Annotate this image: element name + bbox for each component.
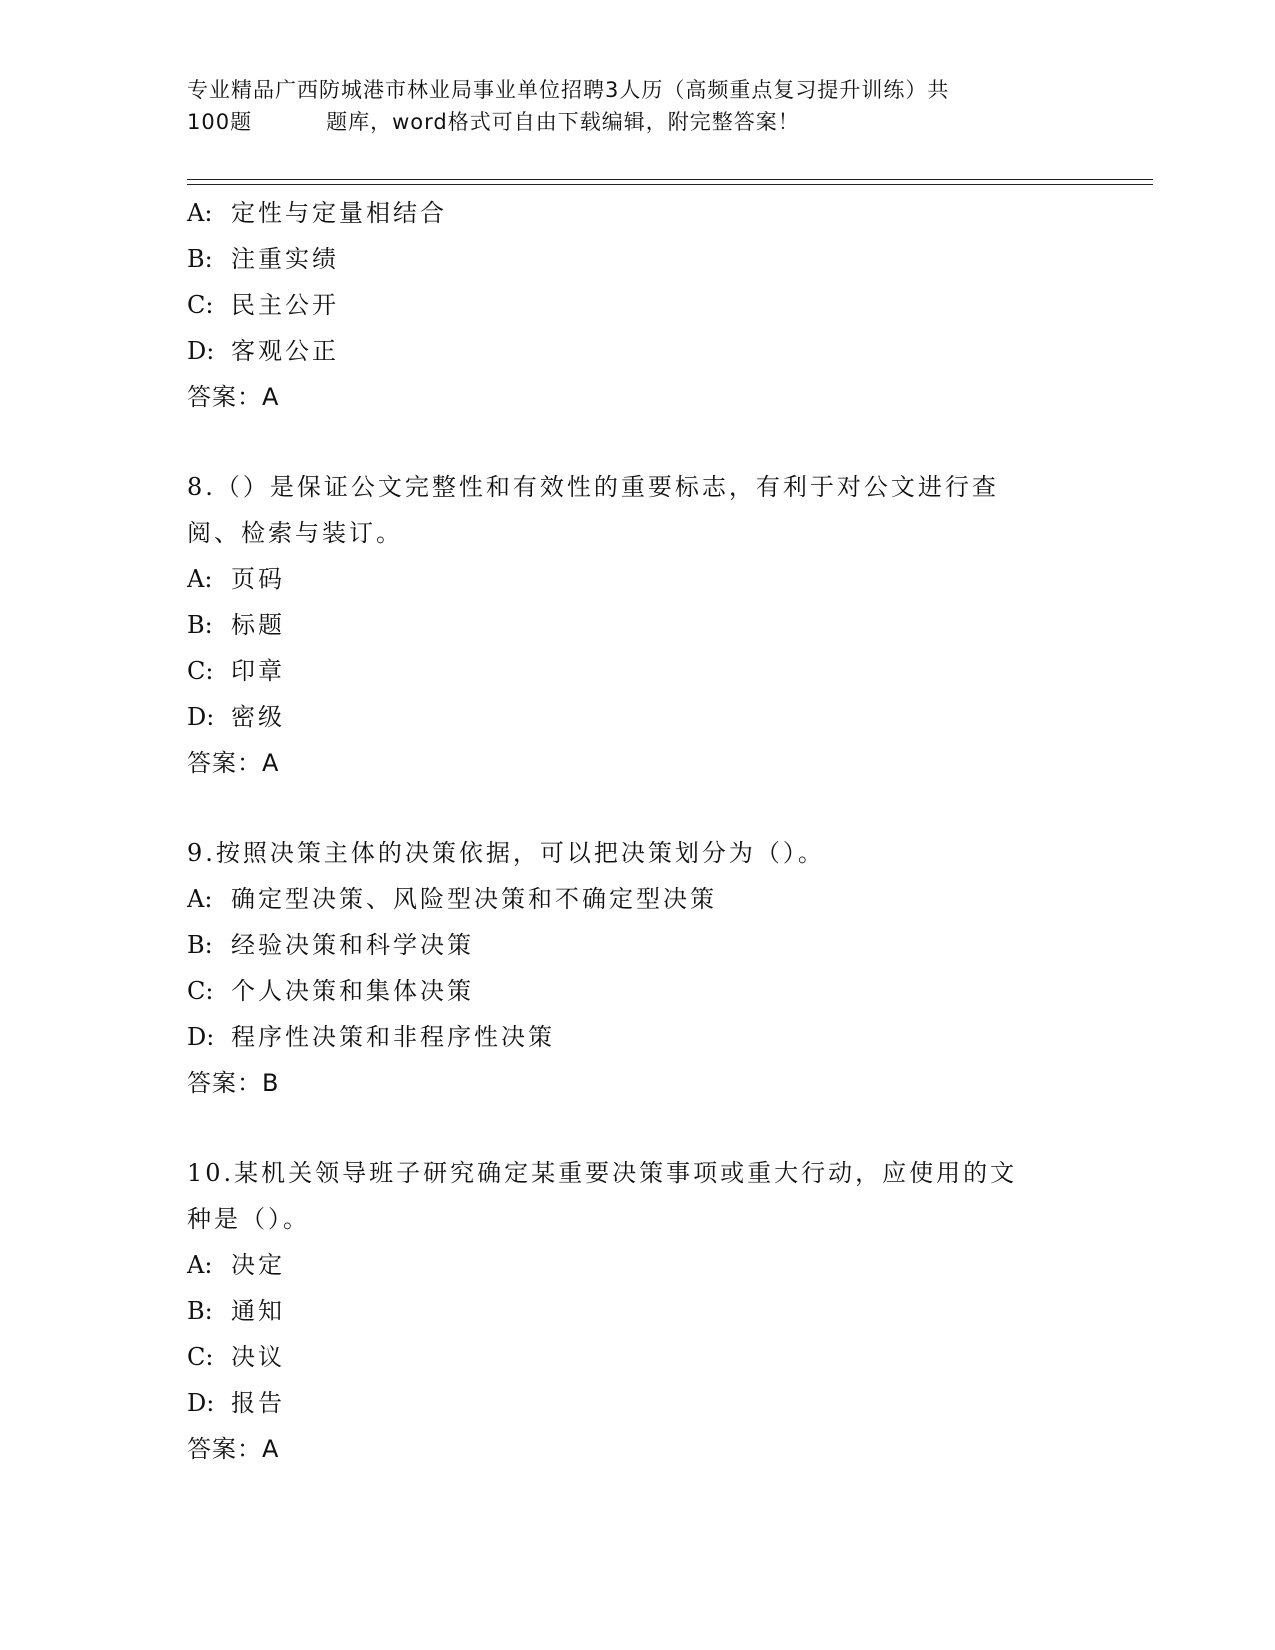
option-text: 个人决策和集体决策: [231, 977, 474, 1005]
answer-line: 答案：A: [187, 749, 280, 777]
option-letter: A:: [187, 1251, 213, 1279]
document-header: [187, 74, 1087, 138]
option-a: [187, 190, 1087, 236]
question-8: [187, 464, 1087, 786]
option-letter: D:: [187, 1389, 215, 1417]
option-d: [187, 1380, 1087, 1426]
question-text-line2: 阅、检索与装订。: [187, 519, 403, 547]
option-letter: B:: [187, 611, 213, 639]
question-text-line1: 9.按照决策主体的决策依据，可以把决策划分为（）。: [187, 839, 825, 867]
header-title-line1: 专业精品广西防城港市林业局事业单位招聘3人历（高频重点复习提升训练）共: [187, 78, 950, 102]
header-divider-bottom: [187, 184, 1153, 185]
option-letter: B:: [187, 245, 213, 273]
option-letter: A:: [187, 885, 213, 913]
option-text: 页码: [231, 565, 285, 593]
answer-line: 答案：A: [187, 1435, 280, 1463]
option-text: 密级: [231, 703, 285, 731]
option-text: 决定: [231, 1251, 285, 1279]
header-divider-top: [187, 179, 1153, 180]
option-letter: C:: [187, 291, 214, 319]
option-c: [187, 648, 1087, 694]
option-letter: D:: [187, 1023, 215, 1051]
option-b: [187, 236, 1087, 282]
option-c: [187, 282, 1087, 328]
option-letter: D:: [187, 337, 215, 365]
option-d: [187, 694, 1087, 740]
option-a: [187, 556, 1087, 602]
option-c: [187, 1334, 1087, 1380]
option-b: [187, 1288, 1087, 1334]
question-text-line2: 种是（）。: [187, 1205, 310, 1233]
option-c: [187, 968, 1087, 1014]
option-text: 印章: [231, 657, 285, 685]
header-description: 题库，word格式可自由下载编辑，附完整答案！: [326, 110, 800, 134]
option-text: 客观公正: [231, 337, 339, 365]
option-text: 定性与定量相结合: [231, 199, 447, 227]
option-text: 经验决策和科学决策: [231, 931, 474, 959]
header-title-line2: [187, 106, 1087, 138]
header-question-count: 100题: [187, 110, 253, 134]
option-text: 标题: [231, 611, 285, 639]
option-letter: C:: [187, 977, 214, 1005]
option-letter: A:: [187, 199, 213, 227]
question-text-line1: 8.（）是保证公文完整性和有效性的重要标志，有利于对公文进行查: [187, 473, 999, 501]
question-10: [187, 1150, 1087, 1472]
question-9: [187, 830, 1087, 1106]
option-letter: C:: [187, 1343, 214, 1371]
option-letter: C:: [187, 657, 214, 685]
document-body: [187, 190, 1087, 1472]
answer-line: 答案：B: [187, 1069, 280, 1097]
option-text: 确定型决策、风险型决策和不确定型决策: [231, 885, 717, 913]
option-letter: A:: [187, 565, 213, 593]
option-text: 民主公开: [231, 291, 339, 319]
option-a: [187, 876, 1087, 922]
option-text: 决议: [231, 1343, 285, 1371]
option-text: 通知: [231, 1297, 285, 1325]
question-text-line1: 10.某机关领导班子研究确定某重要决策事项或重大行动，应使用的文: [187, 1159, 1018, 1187]
answer-line: 答案：A: [187, 383, 280, 411]
option-text: 报告: [231, 1389, 285, 1417]
option-letter: B:: [187, 931, 213, 959]
option-letter: D:: [187, 703, 215, 731]
option-letter: B:: [187, 1297, 213, 1325]
option-d: [187, 328, 1087, 374]
option-text: 程序性决策和非程序性决策: [231, 1023, 555, 1051]
option-text: 注重实绩: [231, 245, 339, 273]
option-b: [187, 602, 1087, 648]
option-d: [187, 1014, 1087, 1060]
option-a: [187, 1242, 1087, 1288]
question-block-prev: [187, 190, 1087, 420]
option-b: [187, 922, 1087, 968]
